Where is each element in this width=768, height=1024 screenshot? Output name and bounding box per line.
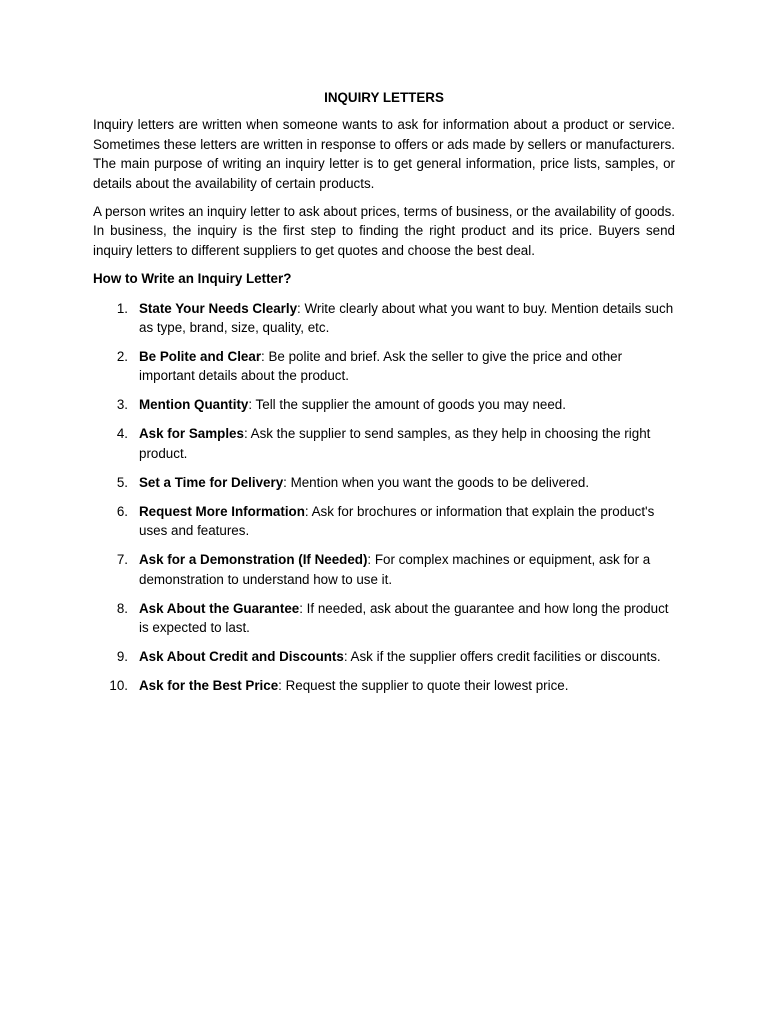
list-item-title: Ask for the Best Price: [139, 678, 279, 694]
list-item-number: 7.: [116, 552, 128, 568]
list-item-text: : Request the supplier to quote their lowest price.: [278, 678, 569, 694]
list-item: [93, 473, 675, 492]
list-item-text: : Ask if the supplier offers credit facilities or discounts.: [343, 649, 661, 665]
list-item-text: : Mention when you want the goods to be delivered.: [283, 474, 590, 490]
list-item-number: 4.: [116, 426, 128, 442]
list-item-text: : Ask the supplier to send samples, as they help in choosing the right product.: [139, 426, 651, 461]
list-item-text: : Ask for brochures or information that explain the product's uses and features.: [139, 503, 655, 539]
list-item-title: State Your Needs Clearly: [139, 300, 298, 316]
list-item: [93, 347, 675, 386]
list-item-number: 10.: [109, 678, 128, 694]
list-item-text: : Write clearly about what you want to buy. Mention details such as type, brand, size, quality, etc.: [139, 300, 674, 336]
list-item-title: Be Polite and Clear: [139, 349, 262, 365]
list-item-number: 5.: [116, 474, 128, 490]
section-heading: How to Write an Inquiry Letter?: [93, 271, 292, 287]
list-item: [93, 424, 675, 463]
list-item-number: 9.: [116, 649, 128, 665]
list-item-number: 1.: [116, 300, 128, 316]
list-item: [93, 647, 675, 666]
purpose-paragraph: A person writes an inquiry letter to ask about prices, terms of business, or the availability of goods. In business, the inquiry is the first step to finding the right product and its price. Buyers send inquiry letters to different suppliers to get quotes and choose the best deal.: [93, 204, 675, 258]
list-item-title: Set a Time for Delivery: [139, 474, 284, 490]
list-item-number: 3.: [116, 397, 128, 413]
list-item-title: Ask for a Demonstration (If Needed): [139, 552, 368, 568]
list-item-text: : Be polite and brief. Ask the seller to give the price and other important details about the product.: [139, 349, 623, 384]
list-item: [93, 395, 675, 414]
list-item: [93, 676, 675, 695]
steps-list: [93, 299, 675, 696]
document-body: [93, 88, 675, 705]
intro-paragraph: Inquiry letters are written when someone wants to ask for information about a product or service. Sometimes these letters are written in response to offers or ads made by sellers or manufacturers. The main purpose of writing an inquiry letter is to get general information, price lists, samples, or details about the availability of certain products.: [93, 117, 675, 191]
list-item-title: Request More Information: [139, 503, 305, 519]
list-item-number: 8.: [116, 600, 128, 616]
list-item: [93, 299, 675, 338]
list-item-number: 6.: [116, 503, 128, 519]
list-item-text: : Tell the supplier the amount of goods you may need.: [248, 397, 566, 413]
list-item-title: Ask About the Guarantee: [139, 600, 300, 616]
list-item-title: Mention Quantity: [139, 397, 249, 413]
list-item-title: Ask About Credit and Discounts: [139, 649, 344, 665]
list-item-title: Ask for Samples: [139, 426, 244, 442]
list-item: [93, 550, 675, 589]
list-item-text: : For complex machines or equipment, ask for a demonstration to understand how to use it.: [139, 552, 651, 587]
list-item: [93, 599, 675, 638]
list-item-text: : If needed, ask about the guarantee and how long the product is expected to last.: [139, 600, 669, 636]
list-item: [93, 502, 675, 541]
list-item-number: 2.: [116, 349, 128, 365]
page-title: INQUIRY LETTERS: [324, 90, 444, 105]
